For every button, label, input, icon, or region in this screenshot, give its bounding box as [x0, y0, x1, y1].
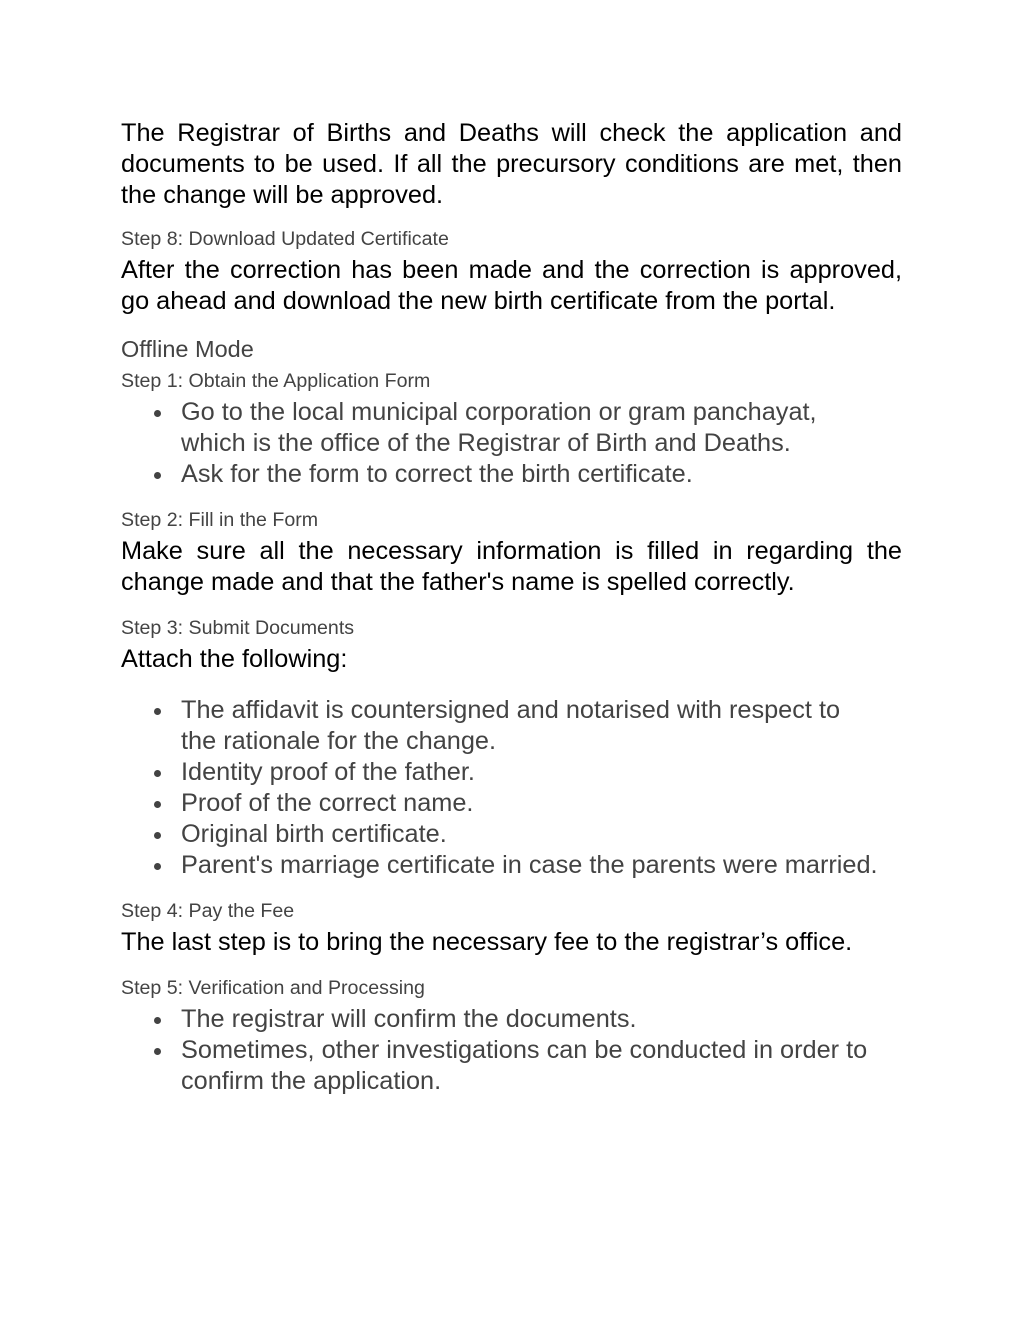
step5-heading: Step 5: Verification and Processing [121, 977, 425, 999]
step2-text: Make sure all the necessary information is filled in regarding the change made and that the father's name is spelled correctly. [121, 537, 902, 596]
list-item: The affidavit is countersigned and notarised with respect to the rationale for the change. [181, 695, 881, 757]
list-item: Sometimes, other investigations can be conducted in order to confirm the application. [181, 1035, 881, 1097]
list-item: Original birth certificate. [181, 819, 881, 850]
step1-heading: Step 1: Obtain the Application Form [121, 370, 431, 392]
list-item: Proof of the correct name. [181, 788, 881, 819]
step3-heading: Step 3: Submit Documents [121, 617, 355, 639]
offline-mode-heading: Offline Mode [121, 336, 254, 362]
bullet-icon [154, 410, 161, 417]
bullet-icon [154, 770, 161, 777]
bullet-icon [154, 708, 161, 715]
list-item: Ask for the form to correct the birth certificate. [181, 459, 881, 490]
list-item: Parent's marriage certificate in case the parents were married. [181, 850, 881, 881]
bullet-icon [154, 801, 161, 808]
list-item: Go to the local municipal corporation or gram panchayat, which is the office of the Registrar of Birth and Deaths. [181, 397, 881, 459]
bullet-icon [154, 832, 161, 839]
bullet-icon [154, 472, 161, 479]
step4-text: The last step is to bring the necessary fee to the registrar’s office. [121, 928, 853, 956]
step2-heading: Step 2: Fill in the Form [121, 509, 319, 531]
list-item: Identity proof of the father. [181, 757, 881, 788]
step8-heading: Step 8: Download Updated Certificate [121, 228, 449, 250]
step3-intro: Attach the following: [121, 645, 348, 673]
document-page [121, 118, 902, 1097]
intro-paragraph: The Registrar of Births and Deaths will check the application and documents to be used. If all the precursory conditions are met, then the change will be approved. [121, 119, 902, 209]
step4-heading: Step 4: Pay the Fee [121, 900, 295, 922]
list-item: The registrar will confirm the documents. [181, 1004, 881, 1035]
step5-list [121, 1004, 881, 1097]
step8-text: After the correction has been made and the correction is approved, go ahead and download the new birth certificate from the portal. [121, 256, 902, 315]
step3-list [121, 695, 881, 881]
step1-list [121, 397, 881, 490]
bullet-icon [154, 863, 161, 870]
bullet-icon [154, 1017, 161, 1024]
bullet-icon [154, 1048, 161, 1055]
